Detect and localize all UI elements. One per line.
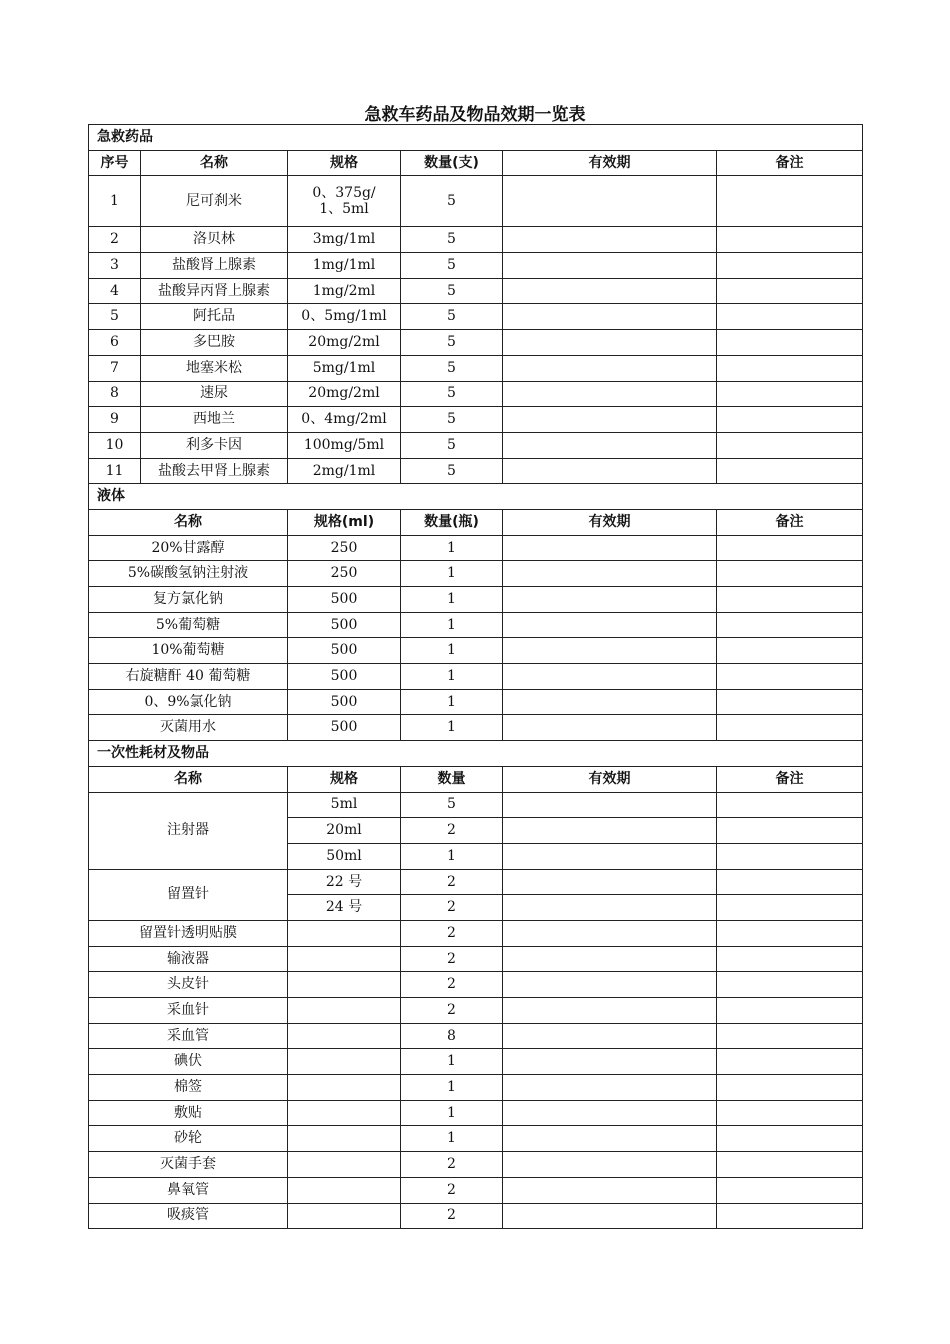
column-header: 备注 (717, 509, 863, 535)
item-name: 头皮针 (89, 972, 288, 998)
table-row (89, 432, 863, 458)
remark-cell (717, 895, 863, 921)
expiry-cell (503, 664, 717, 690)
item-quantity: 5 (401, 355, 503, 381)
item-spec: 5ml (288, 792, 401, 818)
drugs-column-headers (89, 150, 863, 176)
row-number: 10 (89, 432, 141, 458)
item-name: 5%碳酸氢钠注射液 (89, 561, 288, 587)
item-name: 注射器 (89, 792, 288, 869)
item-quantity: 1 (401, 843, 503, 869)
item-quantity: 5 (401, 176, 503, 227)
table-row (89, 381, 863, 407)
item-spec: 1mg/2ml (288, 278, 401, 304)
item-name: 5%葡萄糖 (89, 612, 288, 638)
table-row (89, 972, 863, 998)
item-quantity: 5 (401, 407, 503, 433)
item-spec: 500 (288, 715, 401, 741)
expiry-cell (503, 1100, 717, 1126)
expiry-cell (503, 792, 717, 818)
expiry-cell (503, 818, 717, 844)
expiry-cell (503, 1049, 717, 1075)
item-quantity: 2 (401, 920, 503, 946)
item-quantity: 2 (401, 1203, 503, 1229)
item-quantity: 5 (401, 792, 503, 818)
expiry-cell (503, 381, 717, 407)
remark-cell (717, 689, 863, 715)
remark-cell (717, 587, 863, 613)
table-row (89, 869, 863, 895)
table-row (89, 278, 863, 304)
remark-cell (717, 458, 863, 484)
remark-cell (717, 535, 863, 561)
item-name: 棉签 (89, 1075, 288, 1101)
item-name: 右旋糖酐 40 葡萄糖 (89, 664, 288, 690)
section-header-fluids (89, 484, 863, 510)
item-spec (288, 1152, 401, 1178)
column-header: 有效期 (503, 766, 717, 792)
expiry-cell (503, 535, 717, 561)
item-quantity: 1 (401, 638, 503, 664)
table-row (89, 330, 863, 356)
expiry-cell (503, 920, 717, 946)
expiry-cell (503, 715, 717, 741)
expiry-cell (503, 304, 717, 330)
item-quantity: 2 (401, 972, 503, 998)
column-header: 备注 (717, 766, 863, 792)
item-quantity: 2 (401, 1152, 503, 1178)
remark-cell (717, 407, 863, 433)
remark-cell (717, 561, 863, 587)
item-name: 20%甘露醇 (89, 535, 288, 561)
expiry-cell (503, 612, 717, 638)
section-title: 一次性耗材及物品 (89, 741, 863, 767)
row-number: 4 (89, 278, 141, 304)
row-number: 6 (89, 330, 141, 356)
column-header: 数量(支) (401, 150, 503, 176)
item-name: 敷贴 (89, 1100, 288, 1126)
item-quantity: 2 (401, 946, 503, 972)
item-spec (288, 1075, 401, 1101)
table-row (89, 1203, 863, 1229)
column-header: 规格(ml) (288, 509, 401, 535)
table-row (89, 946, 863, 972)
spec-line: 1、5ml (319, 201, 369, 218)
remark-cell (717, 355, 863, 381)
item-quantity: 5 (401, 227, 503, 253)
item-name: 灭菌手套 (89, 1152, 288, 1178)
item-quantity: 5 (401, 381, 503, 407)
item-spec: 22 号 (288, 869, 401, 895)
item-name: 灭菌用水 (89, 715, 288, 741)
row-number: 8 (89, 381, 141, 407)
column-header: 数量 (401, 766, 503, 792)
item-spec (288, 1100, 401, 1126)
item-quantity: 5 (401, 432, 503, 458)
table-row (89, 561, 863, 587)
item-quantity: 1 (401, 587, 503, 613)
item-spec (288, 1023, 401, 1049)
expiry-cell (503, 946, 717, 972)
item-spec: 0、4mg/2ml (288, 407, 401, 433)
item-name: 砂轮 (89, 1126, 288, 1152)
expiry-cell (503, 689, 717, 715)
remark-cell (717, 1049, 863, 1075)
item-name: 地塞米松 (141, 355, 288, 381)
column-header: 备注 (717, 150, 863, 176)
expiry-cell (503, 330, 717, 356)
table-row (89, 535, 863, 561)
expiry-cell (503, 972, 717, 998)
expiry-cell (503, 278, 717, 304)
item-spec (288, 920, 401, 946)
remark-cell (717, 1100, 863, 1126)
item-spec: 500 (288, 612, 401, 638)
table-row (89, 1100, 863, 1126)
item-quantity: 1 (401, 535, 503, 561)
item-quantity: 1 (401, 1126, 503, 1152)
item-spec (288, 1126, 401, 1152)
supplies-column-headers (89, 766, 863, 792)
expiry-cell (503, 1152, 717, 1178)
item-quantity: 5 (401, 253, 503, 279)
item-quantity: 5 (401, 278, 503, 304)
item-spec (288, 1203, 401, 1229)
table-row (89, 304, 863, 330)
section-title: 急救药品 (89, 125, 863, 151)
remark-cell (717, 920, 863, 946)
section-header-supplies (89, 741, 863, 767)
remark-cell (717, 946, 863, 972)
item-spec (288, 946, 401, 972)
remark-cell (717, 432, 863, 458)
item-quantity: 1 (401, 689, 503, 715)
item-quantity: 1 (401, 561, 503, 587)
item-name: 采血针 (89, 998, 288, 1024)
remark-cell (717, 278, 863, 304)
item-name: 利多卡因 (141, 432, 288, 458)
expiry-cell (503, 998, 717, 1024)
table-row (89, 1152, 863, 1178)
table-row (89, 355, 863, 381)
remark-cell (717, 998, 863, 1024)
remark-cell (717, 330, 863, 356)
row-number: 1 (89, 176, 141, 227)
table-row (89, 253, 863, 279)
column-header: 数量(瓶) (401, 509, 503, 535)
item-name: 尼可刹米 (141, 176, 288, 227)
item-spec: 1mg/1ml (288, 253, 401, 279)
item-name: 鼻氧管 (89, 1177, 288, 1203)
expiry-cell (503, 843, 717, 869)
table-row (89, 612, 863, 638)
column-header: 有效期 (503, 150, 717, 176)
table-row (89, 689, 863, 715)
fluids-column-headers (89, 509, 863, 535)
item-quantity: 1 (401, 664, 503, 690)
table-row (89, 176, 863, 227)
expiry-cell (503, 458, 717, 484)
table-row (89, 1023, 863, 1049)
item-spec: 500 (288, 664, 401, 690)
remark-cell (717, 176, 863, 227)
item-quantity: 5 (401, 304, 503, 330)
item-spec: 0、5mg/1ml (288, 304, 401, 330)
remark-cell (717, 1177, 863, 1203)
remark-cell (717, 869, 863, 895)
expiry-cell (503, 407, 717, 433)
item-spec: 20mg/2ml (288, 381, 401, 407)
table-row (89, 227, 863, 253)
item-spec: 500 (288, 587, 401, 613)
item-spec: 5mg/1ml (288, 355, 401, 381)
table-row (89, 587, 863, 613)
expiry-cell (503, 432, 717, 458)
item-spec (288, 176, 401, 227)
table-row (89, 1075, 863, 1101)
expiry-cell (503, 253, 717, 279)
expiry-cell (503, 1203, 717, 1229)
row-number: 9 (89, 407, 141, 433)
item-name: 速尿 (141, 381, 288, 407)
row-number: 2 (89, 227, 141, 253)
expiry-cell (503, 587, 717, 613)
item-quantity: 1 (401, 715, 503, 741)
inventory-table (88, 124, 863, 1229)
table-row (89, 458, 863, 484)
row-number: 3 (89, 253, 141, 279)
item-name: 0、9%氯化钠 (89, 689, 288, 715)
table-row (89, 638, 863, 664)
table-row (89, 664, 863, 690)
item-name: 吸痰管 (89, 1203, 288, 1229)
expiry-cell (503, 638, 717, 664)
item-quantity: 2 (401, 895, 503, 921)
item-quantity: 8 (401, 1023, 503, 1049)
item-spec: 20mg/2ml (288, 330, 401, 356)
item-name: 盐酸异丙肾上腺素 (141, 278, 288, 304)
item-name: 多巴胺 (141, 330, 288, 356)
section-header-drugs (89, 125, 863, 151)
column-header: 名称 (89, 509, 288, 535)
item-spec (288, 1177, 401, 1203)
column-header: 规格 (288, 150, 401, 176)
expiry-cell (503, 176, 717, 227)
expiry-cell (503, 1023, 717, 1049)
row-number: 11 (89, 458, 141, 484)
row-number: 7 (89, 355, 141, 381)
expiry-cell (503, 1075, 717, 1101)
remark-cell (717, 843, 863, 869)
remark-cell (717, 664, 863, 690)
table-row (89, 407, 863, 433)
item-spec: 2mg/1ml (288, 458, 401, 484)
item-quantity: 1 (401, 1075, 503, 1101)
item-spec (288, 1049, 401, 1075)
item-quantity: 1 (401, 612, 503, 638)
item-quantity: 2 (401, 869, 503, 895)
expiry-cell (503, 895, 717, 921)
item-spec: 250 (288, 561, 401, 587)
table-row (89, 792, 863, 818)
item-spec: 250 (288, 535, 401, 561)
table-row (89, 1177, 863, 1203)
spec-line: 0、375g/ (312, 184, 376, 201)
remark-cell (717, 1023, 863, 1049)
table-row (89, 998, 863, 1024)
remark-cell (717, 227, 863, 253)
remark-cell (717, 381, 863, 407)
remark-cell (717, 304, 863, 330)
item-name: 盐酸肾上腺素 (141, 253, 288, 279)
item-spec: 100mg/5ml (288, 432, 401, 458)
item-name: 采血管 (89, 1023, 288, 1049)
item-name: 输液器 (89, 946, 288, 972)
item-name: 留置针透明贴膜 (89, 920, 288, 946)
remark-cell (717, 792, 863, 818)
item-quantity: 5 (401, 458, 503, 484)
column-header: 序号 (89, 150, 141, 176)
item-quantity: 1 (401, 1100, 503, 1126)
item-name: 留置针 (89, 869, 288, 920)
table-row (89, 715, 863, 741)
item-spec: 3mg/1ml (288, 227, 401, 253)
remark-cell (717, 1126, 863, 1152)
item-name: 洛贝林 (141, 227, 288, 253)
remark-cell (717, 253, 863, 279)
item-name: 西地兰 (141, 407, 288, 433)
item-spec (288, 972, 401, 998)
table-row (89, 920, 863, 946)
remark-cell (717, 1075, 863, 1101)
remark-cell (717, 612, 863, 638)
item-quantity: 1 (401, 1049, 503, 1075)
item-spec (288, 998, 401, 1024)
table-row (89, 1126, 863, 1152)
remark-cell (717, 972, 863, 998)
column-header: 规格 (288, 766, 401, 792)
expiry-cell (503, 1126, 717, 1152)
expiry-cell (503, 227, 717, 253)
item-name: 碘伏 (89, 1049, 288, 1075)
item-name: 盐酸去甲肾上腺素 (141, 458, 288, 484)
item-spec: 50ml (288, 843, 401, 869)
expiry-cell (503, 869, 717, 895)
remark-cell (717, 818, 863, 844)
item-quantity: 2 (401, 998, 503, 1024)
column-header: 有效期 (503, 509, 717, 535)
item-spec: 20ml (288, 818, 401, 844)
item-quantity: 2 (401, 1177, 503, 1203)
column-header: 名称 (141, 150, 288, 176)
document-title: 急救车药品及物品效期一览表 (364, 105, 586, 125)
item-spec: 24 号 (288, 895, 401, 921)
item-spec: 500 (288, 638, 401, 664)
item-name: 阿托品 (141, 304, 288, 330)
remark-cell (717, 1203, 863, 1229)
item-name: 10%葡萄糖 (89, 638, 288, 664)
item-quantity: 5 (401, 330, 503, 356)
expiry-cell (503, 561, 717, 587)
item-spec: 500 (288, 689, 401, 715)
expiry-cell (503, 1177, 717, 1203)
remark-cell (717, 638, 863, 664)
row-number: 5 (89, 304, 141, 330)
item-quantity: 2 (401, 818, 503, 844)
remark-cell (717, 715, 863, 741)
column-header: 名称 (89, 766, 288, 792)
item-name: 复方氯化钠 (89, 587, 288, 613)
table-row (89, 1049, 863, 1075)
expiry-cell (503, 355, 717, 381)
section-title: 液体 (89, 484, 863, 510)
remark-cell (717, 1152, 863, 1178)
